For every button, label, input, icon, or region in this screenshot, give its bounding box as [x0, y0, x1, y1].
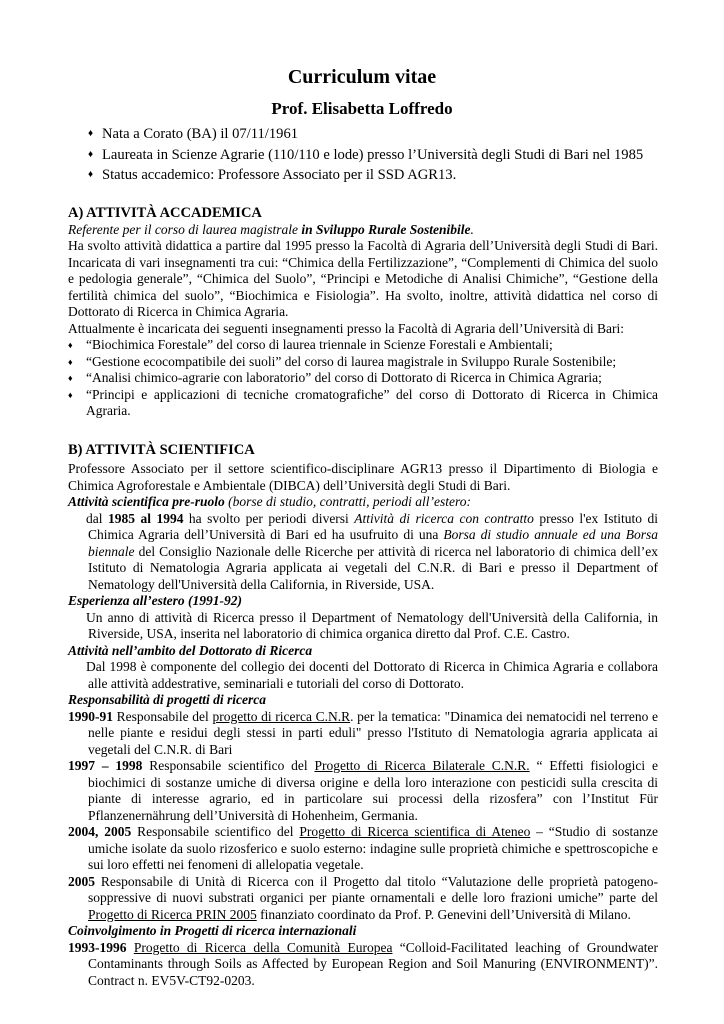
project-entry: 1990-91 Responsabile del progetto di ricerca C.N.R. per la tematica: "Dinamica dei nematocidi nel terreno e nelle piante e residui degli stessi in parti eduli" presso l'Istituto di Nematologia agraria applicata ai vegetali del C.N.R. di Bari	[68, 708, 658, 757]
project-entry: 2004, 2005 Responsabile scientifico del Progetto di Ricerca scientifica di Ateneo – “Studio di sostanze umiche isolate da suolo rizosferico e suolo esterno: indagine sulle proprietà chimiche e spettroscopiche e sui loro effetti nei fenomeni di allelopatia vegetale.	[68, 824, 658, 872]
section-a-heading: A) ATTIVITÀ ACCADEMICA	[68, 205, 262, 221]
intro-list	[88, 124, 708, 186]
dottorato-heading: Attività nell’ambito del Dottorato di Ricerca	[68, 642, 313, 658]
coinvolgimento-heading: Coinvolgimento in Progetti di ricerca internazionali	[68, 923, 357, 938]
intro-item-degree: ♦ Laureata in Scienze Agrarie (110/110 e lode) presso l’Università degli Studi di Bari nel 1985	[88, 145, 708, 166]
intro-item-birth: ♦ Nata a Corato (BA) il 07/11/1961	[88, 124, 708, 145]
page-title: Curriculum vitae	[287, 66, 437, 88]
referente-line: Referente per il corso di laurea magistrale in Sviluppo Rurale Sostenibile.	[68, 221, 474, 237]
preruolo-text: dal 1985 al 1994 ha svolto per periodi diversi Attività di ricerca con contratto presso l'ex Istituto di Chimica Agraria dell’Università di Bari ed ha usufruito di una Borsa di studio annuale ed una Borsa biennale del Consiglio Nazionale delle Ricerche per attività di ricerca nel laboratorio di chimica dell’ex Istituto di Nematologia Agraria applicata ai vegetali del C.N.R. di Bari e presso il Department of Nematology dell'Università della California, in Riverside, USA.	[86, 510, 659, 592]
intro-item-status: ♦ Status accademico: Professore Associato per il SSD AGR13.	[88, 165, 708, 186]
estero-heading: Esperienza all’estero (1991-92)	[68, 593, 242, 608]
project-entry: 2005 Responsabile di Unità di Ricerca con il Progetto dal titolo “Valutazione delle proprietà patogeno-soppressive di nuovi substrati organici per piante ornamentali e delle loro frazioni umiche” parte del Progetto di Ricerca PRIN 2005 finanziato coordinato da Prof. P. Genevini dell’Università di Milano.	[68, 873, 658, 922]
author-name: Prof. Elisabetta Loffredo	[271, 99, 453, 118]
dottorato-text: Dal 1998 è componente del collegio dei docenti del Dottorato di Ricerca in Chimica Agraria e collabora alle attività addestrative, seminariali e tutoriali del corso di Dottorato.	[86, 659, 658, 691]
section-b-heading: B) ATTIVITÀ SCIENTIFICA	[68, 441, 255, 458]
teaching-paragraph: Ha svolto attività didattica a partire dal 1995 presso la Facoltà di Agraria dell’Università degli Studi di Bari. Incaricata di vari insegnamenti tra cui: “Chimica della Fertilizzazione”, “Complementi di Chimica del suolo e pedologia generale”, “Chimica del Suolo”, “Principi e Metodiche di Analisi Chimiche”, “Gestione della fertilità chimica del suolo”, “Biochimica e Fisiologia”. Ha svolto, inoltre, attività didattica nel corso di Dottorato di Ricerca in Chimica Agraria.	[68, 238, 658, 319]
course-item: ♦ “Gestione ecocompatibile dei suoli” del corso di laurea magistrale in Sviluppo Rurale Sostenibile;	[68, 354, 658, 371]
course-item: ♦ “Biochimica Forestale” del corso di laurea triennale in Scienze Forestali e Ambientali;	[68, 337, 658, 354]
international-project-entry: 1993-1996 Progetto di Ricerca della Comunità Europea “Colloid-Facilitated leaching of Groundwater Contaminants through Soils as Affected by European Region and Soil Manuring (ENVIRONMENT)”. Contract n. EV5V-CT92-0203.	[68, 939, 658, 988]
course-item: ♦ “Analisi chimico-agrarie con laboratorio” del corso di Dottorato di Ricerca in Chimica Agraria;	[68, 370, 658, 387]
project-entry: 1997 – 1998 Responsabile scientifico del Progetto di Ricerca Bilaterale C.N.R. “ Effetti fisiologici e biochimici di sostanze umiche di diversa origine e della loro interazione con pesticidi sulla crescita di piante di interesse agrario, ed in particolare sui processi della rizosfera” con l’Institut Für Pflanzenernährung dell’Università di Hohenheim, Germania.	[68, 758, 659, 823]
preruolo-heading: Attività scientifica pre-ruolo (borse di studio, contratti, periodi all’estero:	[68, 494, 471, 509]
cv-body	[68, 205, 658, 989]
position-paragraph: Professore Associato per il settore scientifico-disciplinare AGR13 presso il Dipartimento di Biologia e Chimica Agroforestale e Ambientale (DIBCA) dell’Università degli Studi di Bari.	[68, 461, 658, 493]
course-item: ♦ “Principi e applicazioni di tecniche cromatografiche” del corso di Dottorato di Ricerca in Chimica Agraria.	[68, 387, 658, 420]
current-teaching-intro: Attualmente è incaricata dei seguenti insegnamenti presso la Facoltà di Agraria dell’Università di Bari:	[68, 320, 624, 336]
responsabilita-heading: Responsabilità di progetti di ricerca	[68, 692, 266, 707]
estero-text: Un anno di attività di Ricerca presso il Department of Nematology dell'Università della California, in Riverside, USA, inserita nel laboratorio di chimica organica diretto dal Prof. C.E. Castro.	[86, 609, 658, 641]
